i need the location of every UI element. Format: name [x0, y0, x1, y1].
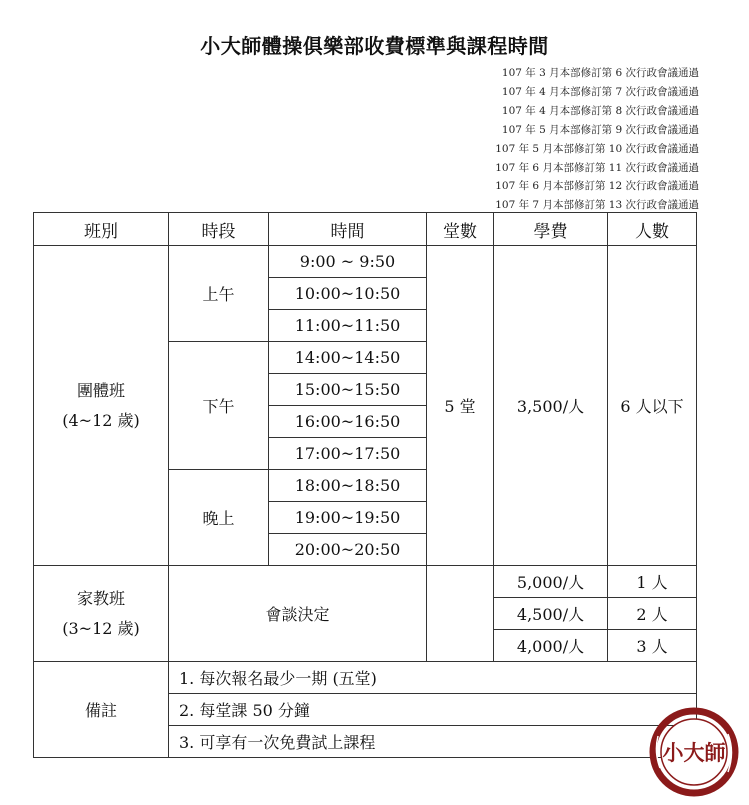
time-slot: 19:00~19:50: [269, 502, 427, 534]
period-afternoon: 下午: [169, 342, 269, 470]
time-slot: 18:00~18:50: [269, 470, 427, 502]
table-row: [34, 662, 697, 694]
header-period: 時段: [169, 213, 269, 246]
revision-line: 107 年 6 月本部修訂第 12 次行政會議通過: [495, 180, 699, 193]
group-sessions: 5 堂: [427, 246, 494, 566]
time-slot: 20:00~20:50: [269, 534, 427, 566]
tutor-fee: 4,500/人: [494, 598, 608, 630]
time-slot: 9:00 ~ 9:50: [269, 246, 427, 278]
time-slot: 10:00~10:50: [269, 278, 427, 310]
page-title: 小大師體操俱樂部收費標準與課程時間: [200, 34, 549, 58]
revision-line: 107 年 4 月本部修訂第 7 次行政會議通過: [501, 85, 699, 98]
time-slot: 15:00~15:50: [269, 374, 427, 406]
notes-label: 備註: [34, 662, 169, 758]
group-people: 6 人以下: [608, 246, 697, 566]
revision-line: 107 年 4 月本部修訂第 8 次行政會議通過: [501, 104, 699, 117]
group-class-age: (4~12 歲): [62, 410, 140, 430]
tutor-class-age: (3~12 歲): [62, 618, 140, 638]
note-item: 3. 可享有一次免費試上課程: [169, 726, 697, 758]
revision-line: 107 年 5 月本部修訂第 10 次行政會議通過: [495, 142, 699, 155]
note-item: 1. 每次報名最少一期 (五堂): [169, 662, 697, 694]
header-class: 班別: [34, 213, 169, 246]
time-slot: 14:00~14:50: [269, 342, 427, 374]
time-slot: 11:00~11:50: [269, 310, 427, 342]
tutor-people: 3 人: [608, 630, 697, 662]
tutor-fee: 4,000/人: [494, 630, 608, 662]
revision-line: 107 年 6 月本部修訂第 11 次行政會議通過: [495, 161, 699, 174]
header-people: 人數: [608, 213, 697, 246]
header-row: [34, 213, 697, 246]
revision-notes: [495, 64, 699, 215]
header-fee: 學費: [494, 213, 608, 246]
group-fee: 3,500/人: [494, 246, 608, 566]
note-item: 2. 每堂課 50 分鐘: [169, 694, 697, 726]
fee-schedule-table: [33, 212, 697, 758]
revision-line: 107 年 3 月本部修訂第 6 次行政會議通過: [501, 67, 699, 79]
revision-line: 107 年 5 月本部修訂第 9 次行政會議通過: [501, 123, 699, 136]
header-sessions: 堂數: [427, 213, 494, 246]
time-slot: 17:00~17:50: [269, 438, 427, 470]
header-time: 時間: [269, 213, 427, 246]
table-row: [34, 246, 697, 278]
table-row: [34, 566, 697, 598]
tutor-class-name: 家教班: [76, 588, 125, 608]
club-seal-stamp: [648, 706, 740, 798]
tutor-people: 2 人: [608, 598, 697, 630]
tutor-people: 1 人: [608, 566, 697, 598]
period-evening: 晚上: [169, 470, 269, 566]
revision-line: 107 年 7 月本部修訂第 13 次行政會議通過: [495, 199, 699, 212]
tutor-sessions: [427, 566, 494, 662]
tutor-arrangement: 會談決定: [169, 566, 427, 662]
group-class-cell: [34, 246, 169, 566]
time-slot: 16:00~16:50: [269, 406, 427, 438]
seal-text: 小大師: [662, 740, 726, 765]
period-morning: 上午: [169, 246, 269, 342]
tutor-fee: 5,000/人: [494, 566, 608, 598]
group-class-name: 團體班: [76, 380, 125, 400]
tutor-class-cell: [34, 566, 169, 662]
